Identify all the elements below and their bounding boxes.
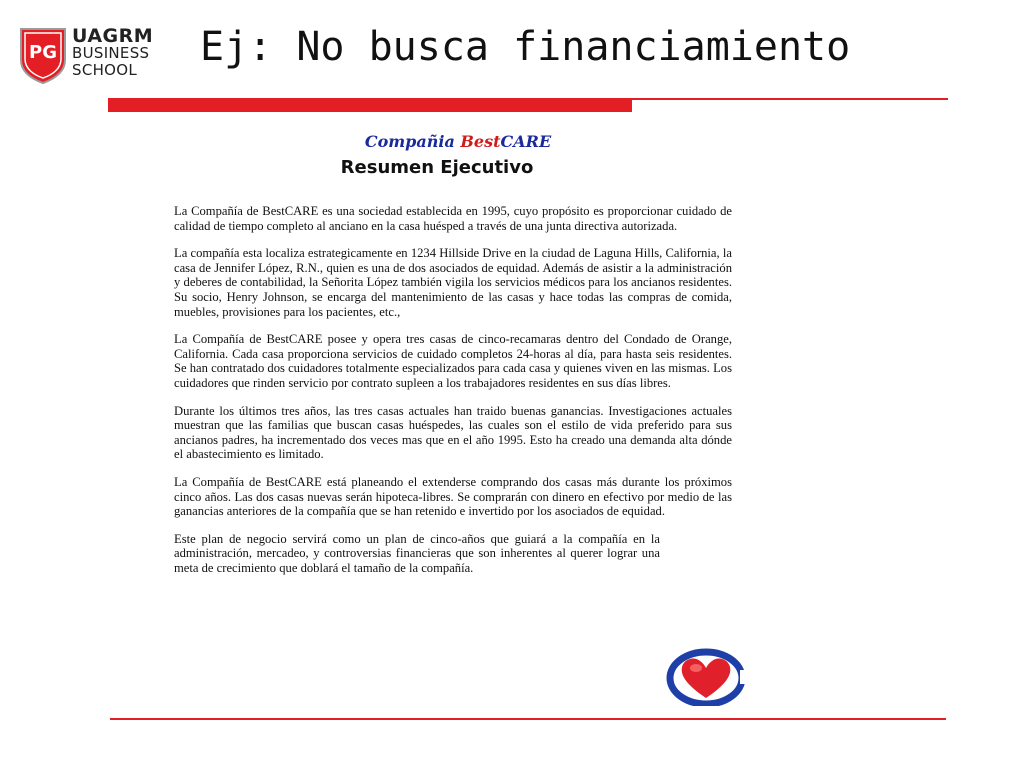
bottom-divider: [110, 718, 946, 720]
logo-text: [72, 25, 154, 79]
paragraph-1: La Compañía de BestCARE es una sociedad establecida en 1995, cuyo propósito es proporcionar cuidado de calidad de tiempo completo al anciano en la casa huésped a través de una junta directiva autorizada.: [174, 204, 732, 233]
slide-title: Ej: No busca financiamiento: [200, 24, 851, 70]
paragraph-5: La Compañía de BestCARE está planeando el extenderse comprando dos casas más durante los próximos cinco años. Las dos casas nuevas serán hipoteca-libres. Se comprarán con dinero en efectivo por medio de las ganancias anteriores de la compañía que se han retenido e invertido por los asociados de equidad.: [174, 474, 732, 519]
shield-icon: [18, 26, 68, 84]
logo-line-2: BUSINESS: [72, 44, 150, 62]
company-name: [184, 132, 732, 151]
logo-line-1: UAGRM: [72, 25, 154, 47]
title-divider-thick: [108, 98, 632, 112]
title-divider-thin: [632, 98, 948, 100]
company-name-prefix: Compañia: [364, 132, 461, 151]
company-name-care: CARE: [500, 132, 552, 151]
executive-summary-document: [174, 132, 732, 588]
document-heading: Resumen Ejecutivo: [340, 157, 534, 178]
heart-icon: [666, 648, 752, 706]
paragraph-4: Durante los últimos tres años, las tres casas actuales han traido buenas ganancias. Investigaciones actuales muestran que las familias que buscan casas huéspedes, las cuales son el estilo de vida preferido para sus ancianos padres, ha incrementado dos veces mas que en el año 1995. Esto ha creado una demanda alta dónde el abastecimiento es limitado.: [174, 403, 732, 462]
company-name-best: Best: [460, 132, 501, 151]
paragraph-3: La Compañía de BestCARE posee y opera tres casas de cinco-recamaras dentro del Condado de Orange, California. Cada casa proporciona servicios de cuidado completos 24-horas al día, para hasta seis residentes. Se han contratado dos cuidadores totalmente especializados para cada casa y quienes viven en las mismas. Los cuidadores que rinden servicio por contrato supleen a los trabajadores residentes en sus días libres.: [174, 332, 732, 390]
logo-line-3: SCHOOL: [72, 61, 138, 79]
uagrm-logo: [18, 26, 178, 86]
paragraph-6: Este plan de negocio servirá como un plan de cinco-años que guiará a la compañía en la administración, mercadeo, y controversias financieras que son inherentes al querer lograr una meta de crecimiento que doblará el tamaño de la compañía.: [174, 531, 660, 575]
paragraph-2: La compañía esta localiza estrategicamente en 1234 Hillside Drive en la ciudad de Laguna Hills, California, la casa de Jennifer López, R.N., quien es una de dos asociados de equidad. Además de asistir a la administración y deberes de contabilidad, la Señorita López también vigila los servicios médicos para los ancianos residentes. Su socio, Henry Johnson, se encarga del mantenimiento de las casas y hace todas las compras de comida, muebles, provisiones para los pacientes, etc.,: [174, 246, 732, 319]
logo-initials: PG: [29, 42, 57, 63]
